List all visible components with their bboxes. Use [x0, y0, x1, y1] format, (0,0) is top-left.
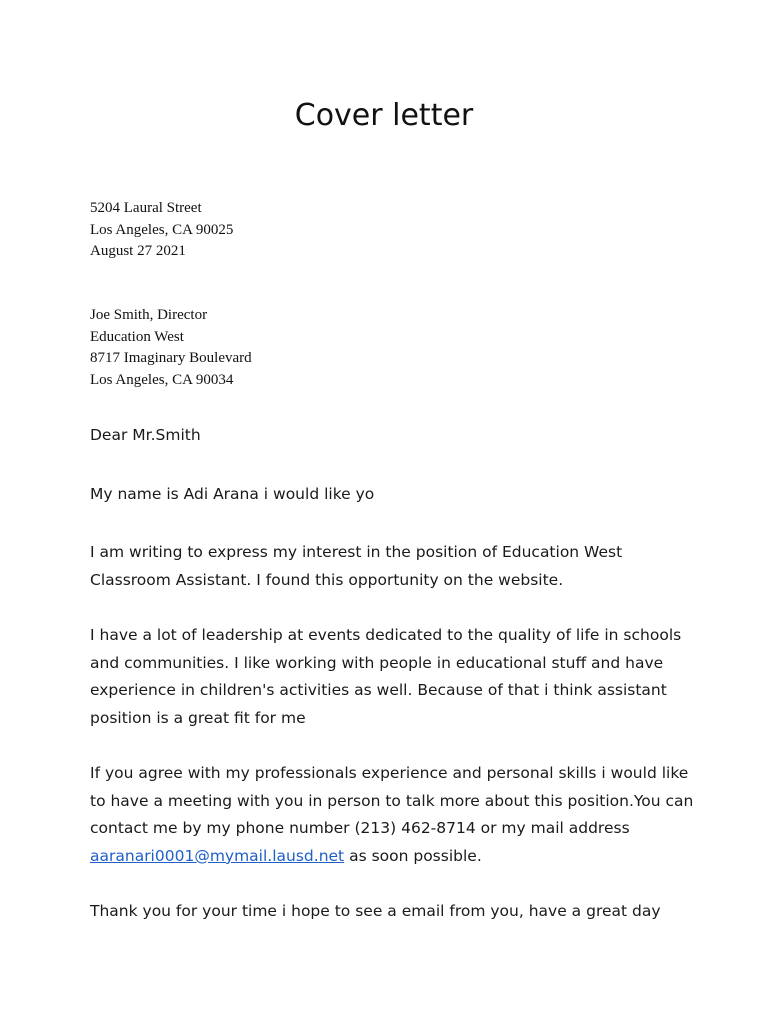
email-link[interactable]: aaranari0001@mymail.lausd.net: [90, 846, 345, 865]
contact-text: If you agree with my professionals experience and personal skills i would like to have a meeting with you in person to talk more about this position.You can contact me by my phone number (213) 462-8714 or my mail address: [90, 764, 694, 838]
sender-street: 5204 Laural Street: [90, 200, 202, 216]
document-title: Cover letter: [294, 98, 474, 133]
recipient-city: Los Angeles, CA 90034: [90, 371, 234, 388]
intro-line: My name is Adi Arana i would like yo: [90, 485, 375, 503]
recipient-street: 8717 Imaginary Boulevard: [90, 350, 252, 366]
recipient-address-block: [90, 305, 252, 391]
recipient-organization: Education West: [90, 328, 184, 345]
salutation: Dear Mr.Smith: [90, 426, 201, 444]
recipient-name: Joe Smith, Director: [90, 307, 208, 323]
paragraph-contact: [90, 760, 700, 870]
paragraph-position-interest: I am writing to express my interest in the position of Education West Classroom Assistant. I found this opportunity on the website.: [90, 543, 623, 589]
closing-line: Thank you for your time i hope to see a email from you, have a great day: [90, 902, 661, 920]
sender-city: Los Angeles, CA 90025: [90, 221, 234, 238]
letter-date: August 27 2021: [90, 243, 186, 259]
sender-address-block: [90, 198, 233, 263]
paragraph-experience: I have a lot of leadership at events dedicated to the quality of life in schools and communities. I like working with people in educational stuff and have experience in children's activities as well. Because of that i think assistant position is a great fit for me: [90, 626, 682, 727]
contact-text-end: as soon possible.: [344, 846, 482, 865]
